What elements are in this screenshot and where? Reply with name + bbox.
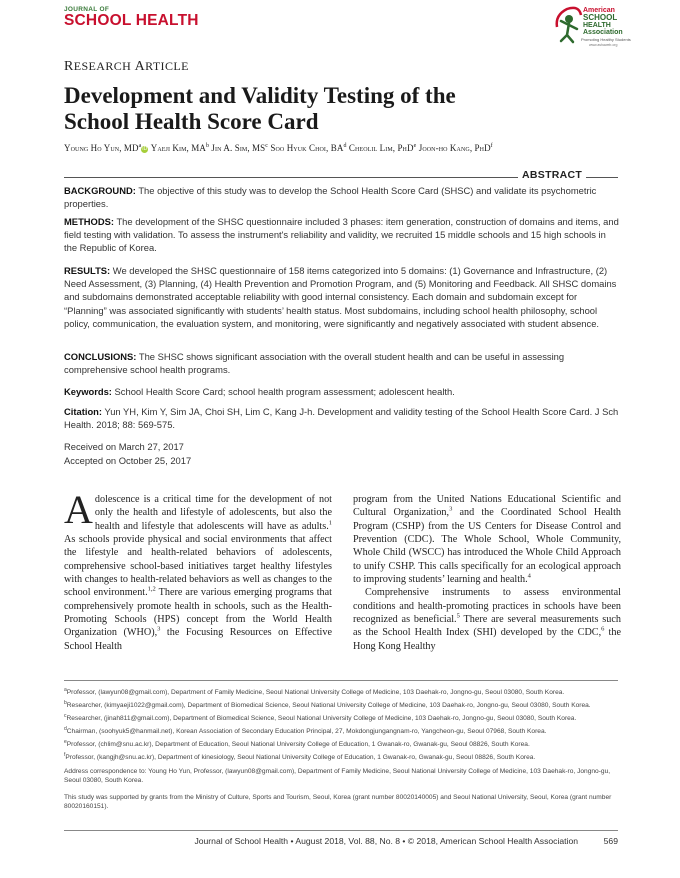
abstract-methods: METHODS: The development of the SHSC questionnaire included 3 phases: item generation, construction of domains and items, and field testing with validation. To assess the instrument's reliability and validity, we recruited 15 middle schools and 15 high schools in the Republic of Korea. — [64, 216, 619, 254]
received-date: Received on March 27, 2017 — [64, 441, 184, 452]
abstract-conclusions: CONCLUSIONS: The SHSC shows significant association with the overall student health and can be useful in assessing comprehensive school health programs. — [64, 351, 565, 376]
body-paragraph: Adolescence is a critical time for the development of not only the health and lifestyle of adolescents, but also the health and lifestyle that adolescents will have as adults.$^1$ As schools provide physical and social environments that affect the lifestyle and health-related behaviors of adolescents, comprehensive school-based initiatives target healthy lifestyles with changes to health-related behaviors as well as changes to the school environment.$^{1,2}$ There are various emerging programs that comprehensively promote health in schools, such as the Health-Promoting Schools (HPS) concept from the World Health Organization (WHO),$^3$ the Focusing Resources on Effective School Health — [64, 487, 332, 652]
correspondence-note: Address correspondence to: Young Ho Yun, Professor, (lawyun08@gmail.com), Department of Family Medicine, Seoul National University College of Medicine, 103 Daehak-ro, Jongno-gu, Seoul 03080, South Korea. — [64, 768, 611, 785]
author-list: Young Ho Yun, $MD^aiD$ Yaeji Kim, $MA^b$ Jin A. Sim, $MS^c$ Soo Hyuk Choi, $BA^d$ Cheolil Lim, PhD$^e$ Joon-ho Kang, PhD$^f$ — [64, 143, 493, 153]
asha-line2: SCHOOL — [583, 13, 618, 22]
footnote-d: $^d$Chairman, (soohyuk5@hanmail.net), Korean Association of Secondary Education Principal, 27, Mokdongjungangnam-ro, Yangcheon-gu, Seoul 07968, South Korea. — [64, 726, 547, 736]
title-line-1: Development and Validity Testing of the — [64, 83, 456, 108]
body-column-left — [64, 487, 332, 653]
page-number: 569 — [603, 836, 618, 846]
keywords: Keywords: School Health Score Card; school health program assessment; adolescent health. — [64, 386, 455, 397]
author: Yaeji Kim, MA — [150, 143, 206, 153]
abstract-results: RESULTS: We developed the SHSC questionnaire of 158 items categorized into 5 domains: (1) Governance and Infrastructure, (2) Need Assessment, (3) Planning, (4) Health Prevention and Promotion Program, and (5) Monitoring and Feedback. All SHSC domains and subdomains demonstrated acceptable reliability with good internal consistency. Each domain and subdomain except for “Planning” was associated significantly with students’ health status. Most subdomains, including school health philosophy, school policy, communication, the evaluation system, and monitoring, were significantly and negatively associated with student absence. — [64, 265, 617, 329]
section-label: RESEARCH ARTICLE — [64, 59, 189, 74]
author: Young Ho Yun, MD — [64, 143, 139, 153]
journal-logo-small: JOURNAL OF — [64, 6, 110, 13]
funding-note: This study was supported by grants from the Ministry of Culture, Sports and Tourism, Seoul, Korea (grant number 80020140005) and Seoul National University, Seoul, Korea (grant number 80020160151). — [64, 794, 612, 811]
asha-logo — [553, 3, 635, 49]
footnote-b: $^b$Researcher, (kimyaeji1022@gmail.com), Department of Biomedical Science, Seoul National University College of Medicine, 103 Daehak-ro, Jongno-gu, Seoul 03080, South Korea. — [64, 700, 591, 710]
citation: Citation: Yun YH, Kim Y, Sim JA, Choi SH, Lim C, Kang J-h. Development and validity testing of the School Health Score Card. J Sch Health. 2018; 88: 569-575. — [64, 406, 619, 431]
abstract-heading: ABSTRACT — [518, 169, 586, 181]
footer-journal-info: Journal of School Health • August 2018, Vol. 88, No. 8 • © 2018, American School Health Association — [194, 836, 578, 846]
author: Joon-ho Kang, PhD — [418, 143, 491, 153]
footer-divider — [64, 830, 618, 831]
asha-line1: American — [583, 7, 615, 14]
article-title — [64, 83, 624, 135]
journal-logo — [64, 6, 199, 29]
author: Soo Hyuk Choi, BA — [270, 143, 344, 153]
footnote-c: $^c$Researcher, (jinah811@gmail.com), Department of Biomedical Science, Seoul National University College of Medicine, 103 Daehak-ro, Jongno-gu, Seoul 03080, South Korea. — [64, 713, 577, 723]
journal-logo-big: SCHOOL HEALTH — [64, 12, 199, 29]
author: Cheolil Lim, PhD — [348, 143, 414, 153]
body-paragraph: Comprehensive instruments to assess environmental conditions and health-promoting practices in schools have been recognized as beneficial.$^5$ There are several measurements such as the School Health Index (SHI) developed by the CDC,$^6$ the Hong Kong Healthy — [353, 587, 621, 652]
accepted-date: Accepted on October 25, 2017 — [64, 455, 192, 466]
asha-url: www.ashaweb.org — [589, 43, 618, 47]
body-paragraph: program from the United Nations Educational Scientific and Cultural Organization,$^3$ and the Coordinated School Health Program (CSHP) from the US Centers for Disease Control and Prevention (CDC). The Whole School, Whole Community, Whole Child (WSCC) has introduced the Whole Child Approach to unify CSHP. This calls specifically for an ecological approach to improving students’ learning and health.$^4$ — [353, 494, 621, 586]
asha-figure-icon — [553, 5, 583, 45]
footnote-f: $^f$Professor, (kangjh@snu.ac.kr), Department of kinesiology, Seoul National University College of Education, 1 Gwanak-ro, Gwanak-gu, Seoul 08826, South Korea. — [64, 752, 536, 762]
asha-line3: HEALTH — [583, 22, 611, 29]
footnote-a: $^a$Professor, (lawyun08@gmail.com), Department of Family Medicine, Seoul National University College of Medicine, 103 Daehak-ro, Jongno-gu, Seoul 03080, South Korea. — [64, 687, 565, 697]
footnote-e: $^e$Professor, (chlim@snu.ac.kr), Department of Education, Seoul National University College of Education, 1 Gwanak-ro, Gwanak-gu, Seoul 08826, South Korea. — [64, 739, 530, 749]
drop-cap: A — [64, 487, 93, 532]
footnote-divider — [64, 680, 618, 681]
body-column-right — [353, 493, 621, 653]
asha-line4: Association — [583, 29, 623, 36]
abstract-background: BACKGROUND: The objective of this study was to develop the School Health Score Card (SHSC) and validate its psychometric properties. — [64, 185, 597, 210]
title-line-2: School Health Score Card — [64, 109, 319, 134]
asha-tagline: Promoting Healthy Students — [581, 37, 631, 42]
author: Jin A. Sim, MS — [211, 143, 266, 153]
orcid-icon[interactable]: iD — [142, 146, 148, 152]
